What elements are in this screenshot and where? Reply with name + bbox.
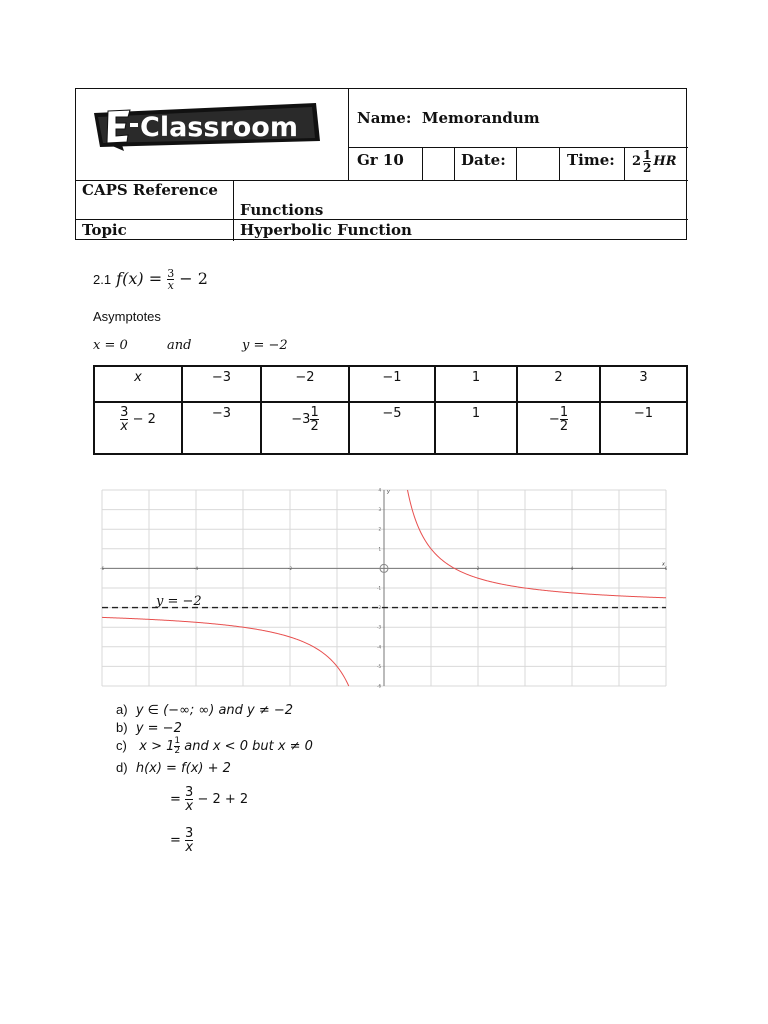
divider <box>624 147 625 181</box>
time-value: 2 $\frac{1}{2}$ HR <box>632 148 677 175</box>
curve-branch-right <box>408 490 667 598</box>
e-classroom-logo <box>90 101 322 153</box>
x-tick-label: 4 <box>570 565 574 571</box>
table-cell: 1 <box>435 402 517 454</box>
table-cell: $\frac{3}{x}$ − 2 <box>94 402 182 454</box>
divider <box>233 180 234 241</box>
table-cell: − $\frac{1}{2}$ <box>517 402 600 454</box>
divider <box>422 147 423 181</box>
table-row <box>94 366 687 402</box>
x-axis-letter: x <box>662 561 665 568</box>
table-cell: −1 <box>600 402 687 454</box>
divider <box>76 219 688 220</box>
divider <box>516 147 517 181</box>
grade-label: Gr 10 <box>357 151 404 169</box>
divider <box>559 147 560 181</box>
question-number: 2.1 <box>93 272 112 287</box>
table-row <box>94 402 687 454</box>
name-value: Memorandum <box>421 109 540 127</box>
name-label: Name: Memorandum <box>357 109 540 127</box>
y-tick-label: -3 <box>377 624 381 630</box>
y-axis-letter: y <box>387 489 390 495</box>
y-tick-label: 1 <box>378 546 381 552</box>
y-tick-label: -5 <box>377 663 381 669</box>
divider <box>348 89 349 181</box>
y-tick-label: -4 <box>377 644 381 650</box>
function-definition: 2.1 f(x) = $\frac{3}{x}$ − 2 <box>93 267 208 292</box>
values-table <box>93 365 688 455</box>
date-label: Date: <box>461 151 506 169</box>
answer-a: a) y ∈ (−∞; ∞) and y ≠ −2 <box>116 702 294 718</box>
topic-label: Topic <box>82 221 127 239</box>
y-tick-label: 4 <box>378 488 381 493</box>
x-tick-label: -6 <box>100 565 104 571</box>
header-table <box>75 88 687 240</box>
x-tick-label: -4 <box>194 565 198 571</box>
table-cell: 3 <box>600 366 687 402</box>
y-tick-label: 2 <box>378 526 381 532</box>
divider <box>454 147 455 181</box>
table-cell: −1 <box>349 366 435 402</box>
x-tick-label: 2 <box>476 565 480 571</box>
hyperbola-graph <box>100 488 668 688</box>
divider <box>348 147 688 148</box>
time-label: Time: <box>567 151 615 169</box>
answer-d-step2: = $\frac{3}{x}$ <box>170 826 194 855</box>
asymptotes-label: Asymptotes <box>93 309 161 324</box>
table-cell: −3 <box>182 366 261 402</box>
table-cell: −5 <box>349 402 435 454</box>
answer-b: b) y = −2 <box>116 720 182 736</box>
x-tick-label: 6 <box>664 565 668 571</box>
table-cell: −3 $\frac{1}{2}$ <box>261 402 349 454</box>
y-tick-label: -6 <box>377 683 381 688</box>
table-cell: 1 <box>435 366 517 402</box>
asymptote-y: y = −2 <box>242 338 288 353</box>
svg-text:Classroom: Classroom <box>140 112 298 143</box>
y-tick-label: -1 <box>377 585 381 591</box>
table-cell: 2 <box>517 366 600 402</box>
y-tick-label: 3 <box>378 507 381 513</box>
answer-d: d) h(x) = f(x) + 2 <box>116 760 231 776</box>
y-tick-label: -2 <box>377 605 381 611</box>
asymptote-x: x = 0 <box>93 338 128 353</box>
table-cell: −2 <box>261 366 349 402</box>
table-cell: x <box>94 366 182 402</box>
caps-reference-label: CAPS Reference <box>82 181 218 199</box>
topic-value: Hyperbolic Function <box>240 221 412 239</box>
answer-d-step1: = $\frac{3}{x}$ − 2 + 2 <box>170 785 249 814</box>
answer-c: c) x > 1 $\frac{1}{2}$ and x < 0 but x ≠ 0 <box>116 736 313 756</box>
table-cell: −3 <box>182 402 261 454</box>
asymptote-and: and <box>167 338 192 353</box>
asymptote-label: y = −2 <box>156 594 202 609</box>
x-tick-label: -2 <box>288 565 292 571</box>
caps-reference-value: Functions <box>240 201 324 219</box>
